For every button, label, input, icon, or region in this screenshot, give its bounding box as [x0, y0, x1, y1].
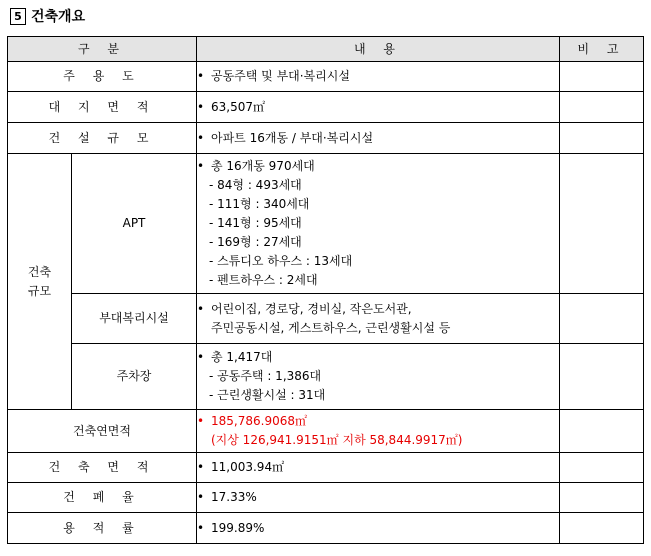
- table-row: [8, 154, 644, 294]
- table-row: [8, 344, 644, 410]
- apt-label: APT: [72, 154, 197, 294]
- header-remarks: 비 고: [560, 37, 644, 62]
- header-category: 구 분: [8, 37, 197, 62]
- site-area-label: 대 지 면 적: [8, 92, 197, 123]
- scale-label: 건 설 규 모: [8, 123, 197, 154]
- facilities-content: • 어린이집, 경로당, 경비실, 작은도서관, 주민공동시설, 게스트하우스, 근린생활시설 등: [197, 294, 560, 344]
- section-heading: [10, 6, 85, 26]
- remarks-cell: [560, 92, 644, 123]
- remarks-cell: [560, 483, 644, 513]
- remarks-cell: [560, 453, 644, 483]
- building-area-label: 건 축 면 적: [8, 453, 197, 483]
- coverage-ratio-value: • 17.33%: [197, 490, 257, 504]
- remarks-cell: [560, 154, 644, 294]
- remarks-cell: [560, 294, 644, 344]
- remarks-cell: [560, 513, 644, 544]
- gross-floor-area-content: • 185,786.9068㎡ (지상 126,941.9151㎡ 지하 58,844.9917㎡): [197, 410, 560, 453]
- remarks-cell: [560, 344, 644, 410]
- apt-content: • 총 16개동 970세대 - 84형 : 493세대 - 111형 : 340세대 - 141형 : 95세대 - 169형 : 27세대 - 스튜디오 하우스 : 13세대 - 펜트하우스 : 2세대: [197, 154, 560, 294]
- scale-value: • 아파트 16개동 / 부대·복리시설: [197, 131, 373, 145]
- parking-content: • 총 1,417대 - 공동주택 : 1,386대 - 근린생활시설 : 31대: [197, 344, 560, 410]
- main-use-value: • 공동주택 및 부대·복리시설: [197, 69, 350, 83]
- building-outline-table: [7, 36, 644, 544]
- section-number-box: 5: [10, 8, 26, 25]
- section-title: 건축개요: [31, 9, 86, 25]
- table-row: [8, 410, 644, 453]
- table-row: [8, 513, 644, 544]
- table-row: [8, 483, 644, 513]
- table-row: [8, 294, 644, 344]
- header-content: 내 용: [197, 37, 560, 62]
- remarks-cell: [560, 62, 644, 92]
- table-row: [8, 62, 644, 92]
- main-use-label: 주 용 도: [8, 62, 197, 92]
- floor-area-ratio-label: 용 적 률: [8, 513, 197, 544]
- facilities-label: 부대복리시설: [72, 294, 197, 344]
- table-row: [8, 123, 644, 154]
- table-header-row: [8, 37, 644, 62]
- parking-label: 주차장: [72, 344, 197, 410]
- site-area-value: • 63,507㎡: [197, 100, 265, 114]
- remarks-cell: [560, 410, 644, 453]
- remarks-cell: [560, 123, 644, 154]
- coverage-ratio-label: 건 폐 율: [8, 483, 197, 513]
- floor-area-ratio-value: • 199.89%: [197, 521, 264, 535]
- building-scale-label: 건축 규모: [8, 154, 72, 410]
- building-area-value: • 11,003.94㎡: [197, 460, 284, 474]
- table-row: [8, 453, 644, 483]
- gross-floor-area-label: 건축연면적: [8, 410, 197, 453]
- table-row: [8, 92, 644, 123]
